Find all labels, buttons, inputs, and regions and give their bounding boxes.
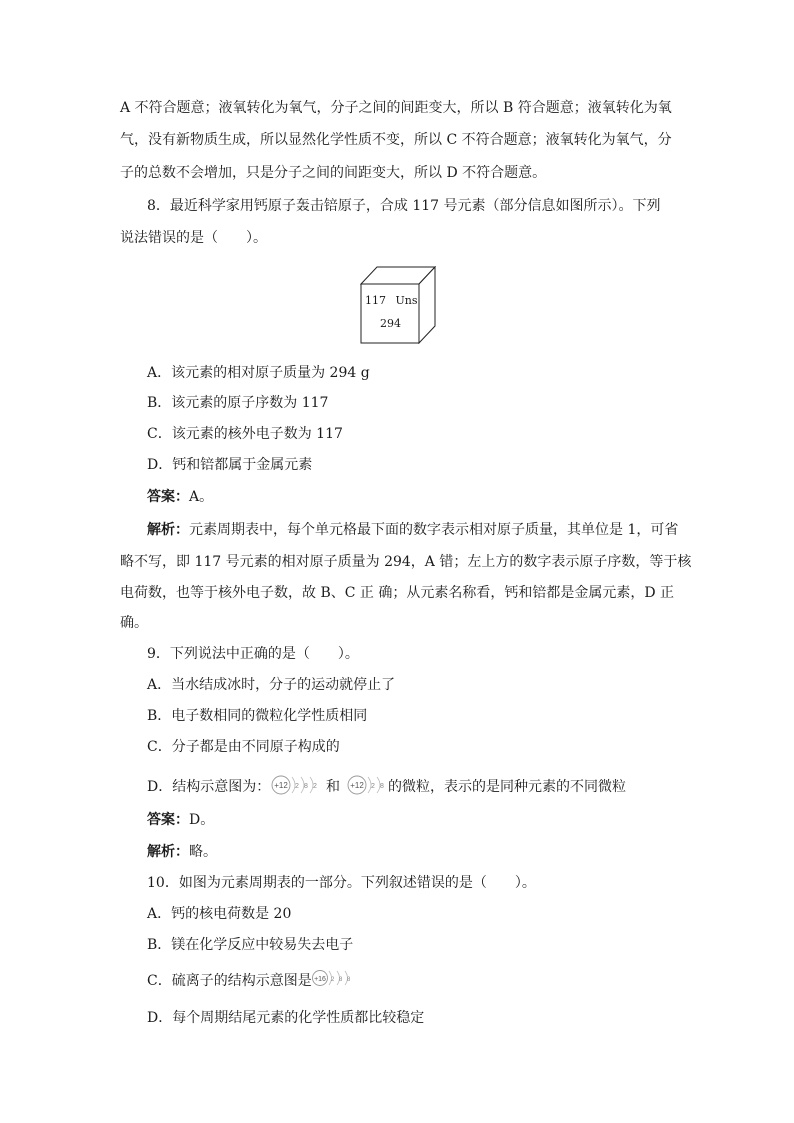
atom-structure-diagram-3 (311, 968, 355, 988)
q9-option-c: C．分子都是由不同原子构成的 (147, 739, 340, 755)
q9-option-d-and: 和 (326, 779, 340, 795)
q8-answer (147, 487, 213, 507)
element-mass: 294 (380, 317, 401, 330)
atom-structure-diagram-2 (346, 773, 390, 797)
q9-option-b: B．电子数相同的微粒化学性质相同 (147, 708, 368, 724)
atom2-shell-1: 2 (371, 783, 375, 790)
q9-stem: 9．下列说法中正确的是（ ）。 (147, 646, 359, 662)
atom1-shell-2: 8 (304, 783, 308, 790)
q9-answer (147, 810, 214, 830)
q10-option-d: D．每个周期结尾元素的化学性质都比较稳定 (147, 1010, 425, 1026)
q8-analysis-line-2: 略不写，即 117 号元素的相对原子质量为 294，A 错；左上方的数字表示原子序数，等于核 (120, 554, 692, 570)
atom2-nucleus: +12 (350, 781, 364, 790)
paragraph-line-1: A 不符合题意；液氧转化为氧气，分子之间的间距变大，所以 B 符合题意；液氧转化为氧 (120, 100, 672, 116)
paragraph-line-2: 气，没有新物质生成，所以显然化学性质不变，所以 C 不符合题意；液氧转化为氧气，分 (120, 132, 672, 148)
atom2-shell-2: 8 (380, 783, 384, 790)
q8-analysis-line-4: 确。 (120, 615, 148, 631)
analysis-label: 解析： (147, 522, 189, 538)
atom1-shell-3: 2 (313, 783, 317, 790)
analysis-text: 略。 (189, 844, 217, 860)
q8-analysis-line-3: 电荷数，也等于核外电子数，故 B、C 正 确；从元素名称看，钙和锫都是金属元素，D 正 (120, 585, 675, 601)
answer-label: 答案： (147, 812, 189, 828)
element-cube-figure (360, 266, 436, 344)
q9-option-d-prefix: D．结构示意图为： (147, 779, 271, 795)
q10-stem: 10．如图为元素周期表的一部分。下列叙述错误的是（ ）。 (147, 875, 536, 891)
q8-option-b: B．该元素的原子序数为 117 (147, 395, 329, 411)
element-number: 117 (365, 294, 386, 307)
atom1-nucleus: +12 (274, 781, 288, 790)
q8-stem-line-1: 8．最近科学家用钙原子轰击锫原子，合成 117 号元素（部分信息如图所示）。下列 (147, 198, 661, 214)
answer-value: D。 (189, 812, 215, 828)
q8-option-c: C．该元素的核外电子数为 117 (147, 426, 343, 442)
q10-option-b: B．镁在化学反应中较易失去电子 (147, 937, 354, 953)
paragraph-line-3: 子的总数不会增加，只是分子之间的间距变大，所以 D 不符合题意。 (120, 165, 547, 181)
atom-structure-diagram-1 (270, 773, 324, 797)
analysis-label: 解析： (147, 844, 189, 860)
atom1-shell-1: 2 (295, 783, 299, 790)
answer-label: 答案： (147, 489, 189, 505)
q8-option-d: D．钙和锫都属于金属元素 (147, 457, 313, 473)
atom3-shell-2: 8 (339, 977, 343, 983)
q8-analysis-line-1 (147, 520, 678, 540)
q9-analysis (147, 842, 217, 862)
q10-option-a: A．钙的核电荷数是 20 (147, 906, 292, 922)
atom3-shell-1: 2 (331, 977, 335, 983)
q9-option-a: A．当水结成冰时，分子的运动就停止了 (147, 677, 396, 693)
q10-option-c-prefix: C．硫离子的结构示意图是 (147, 973, 312, 989)
q9-option-d-suffix: 的微粒，表示的是同种元素的不同微粒 (388, 779, 626, 795)
atom3-nucleus: +16 (314, 976, 326, 983)
q8-option-a: A．该元素的相对原子质量为 294 g (147, 365, 370, 381)
answer-value: A。 (189, 489, 214, 505)
q8-stem-line-2: 说法错误的是（ ）。 (120, 230, 267, 246)
analysis-text: 元素周期表中，每个单元格最下面的数字表示相对原子质量，其单位是 1，可省 (189, 522, 679, 538)
element-symbol: Uns (395, 294, 418, 307)
atom3-shell-3: 8 (347, 977, 351, 983)
